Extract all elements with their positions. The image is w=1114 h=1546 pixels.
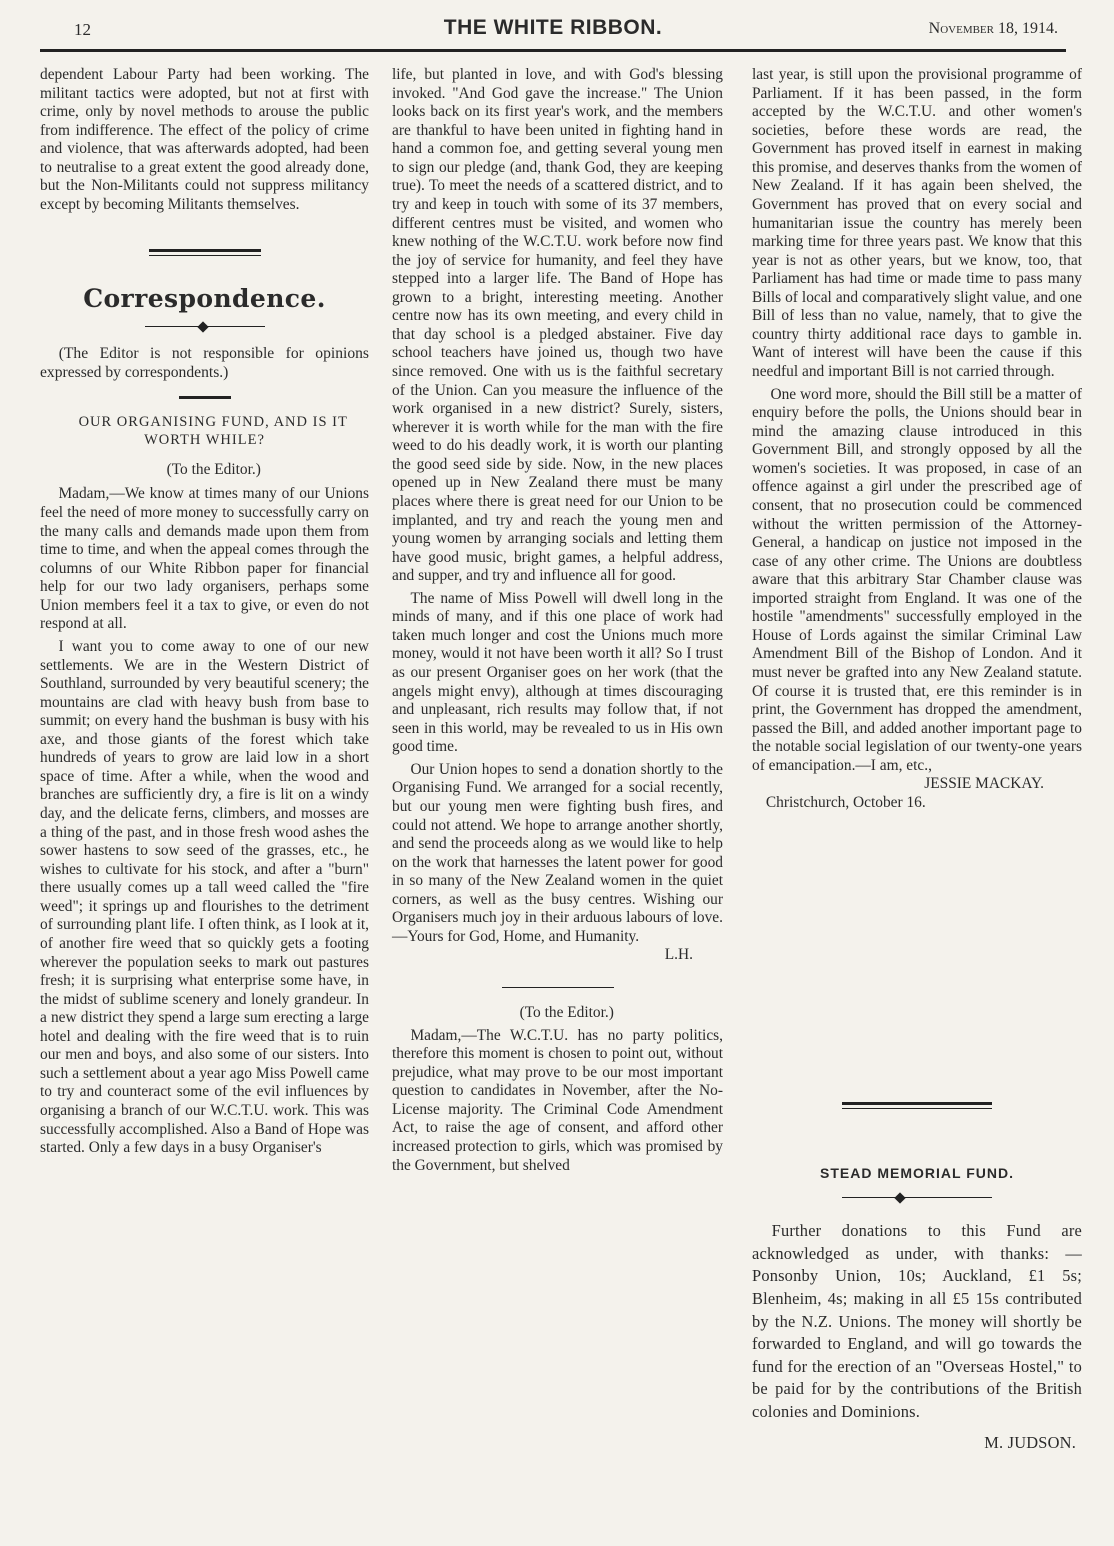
column-3 bbox=[752, 66, 1082, 813]
stead-paragraph: Further donations to this Fund are acknowledged as under, with thanks: —Ponsonby Union, 10s; Auckland, £1 5s; Blenheim, 4s; making in all £5 15s contributed by the N.Z. Unions. The money will shortly be forwarded to England, and will go towards the fund for the erection of an "Overseas Hostel," to be paid for by the contributions of the British colonies and Dominions. bbox=[752, 1221, 1082, 1422]
salutation-line: (To the Editor.) bbox=[166, 460, 261, 478]
letter-signature: L.H. bbox=[664, 946, 693, 964]
stead-divider-block bbox=[752, 1102, 1082, 1109]
letter-place-date: Christchurch, October 16. bbox=[765, 793, 926, 811]
letter-signature: JESSIE MACKAY. bbox=[924, 775, 1044, 793]
publication-title: THE WHITE RIBBON. bbox=[443, 16, 663, 39]
letter-paragraph: last year, is still upon the provisional programme of Parliament. If it has been passed, in the form accepted by the W.C.T.U. and other women's societies, before these words are read, the Government has proved itself in earnest in making this promise, and deserves thanks from the women of New Zealand. If it has again been shelved, the Government has proved that on every social and humanitarian issue the country has merely been marking time for three years past. We know that this year is not as other years, but we know, too, that Parliament has had time or made time to pass many Bills of local and comparatively slight value, and one Bill of less than no value, namely, that to give the country thirty additional race days to gamble in. Want of interest will have been the cause if this needful and important Bill is not carried through. bbox=[752, 66, 1082, 380]
stead-heading: STEAD MEMORIAL FUND. bbox=[820, 1165, 1014, 1181]
page-header bbox=[40, 14, 1066, 44]
letter-paragraph: One word more, should the Bill still be a matter of enquiry before the polls, the Unions should bear in mind the amazing clause introduced in this Government Bill, and strongly opposed by all the women's societies. It was proposed, in case of an offence against a girl under the prescribed age of consent, that no prosecution could be commenced without the written permission of the Attorney-General, a handicap on justice not imposed in the case of any other crime. The Unions are doubtless aware that this arbitrary Star Chamber clause was imported straight from England. It was one of the hostile "amendments" successfully employed in the House of Lords against the similar Criminal Law Amendment Bill of the Bishop of London. And it must never be grafted into any New Zealand statute. Of course it is trusted that, ere this reminder is in print, the Government has dropped the amendment, passed the Bill, and added another important page to the notable social legislation of our twenty-one years of emancipation.—I am, etc., bbox=[752, 385, 1082, 774]
letter-heading: OUR ORGANISING FUND, AND IS IT WORTH WHILE? bbox=[78, 413, 348, 448]
letter-paragraph: I want you to come away to one of our new settlements. We are in the Western District of Southland, surrounded by very beautiful scenery; the mountains are clad with heavy bush from base to summit; on every hand the bushman is busy with his axe, and those giants of the forest which take hundreds of years to grow are laid low in a short space of time. After a while, when the wood and branches are sufficiently dry, a fire is lit on a windy day, and the delicate ferns, climbers, and mosses are a thing of the past, and in those fresh wood ashes the sower hastens to sow seed of the grasses, etc., he wishes to cultivate for his stock, and after a "burn" there usually comes up a tall weed called the "fire weed"; it springs up and flourishes to the detriment of surrounding plant life. I often think, as I look at it, of another fire weed that so quickly gets a footing wherever the population seeks to mark out pastures fresh; it is surprising what enterprise some have, in the midst of sublime scenery and lonely grandeur. In a new district they spend a large sum erecting a large hotel and dealing with the fire weed that is to ruin our men and boys, and also some of our sisters. Into such a settlement about a year ago Miss Powell came to try and counteract some of the evil influences by organising a branch of our W.C.T.U. work. This was successfully accomplished. Also a Band of Hope was started. Only a few days in a busy Organiser's bbox=[40, 637, 369, 1157]
letter-paragraph: Madam,—We know at times many of our Unions feel the need of more money to successfully carry on the many calls and demands made upon them from time to time, and when the appeal comes through the columns of our White Ribbon paper for financial help for our two lady organisers, perhaps some Union members feel it a tax to give, or even do not respond at all. bbox=[40, 485, 369, 633]
column-2 bbox=[392, 66, 723, 1175]
letter-paragraph: The name of Miss Powell will dwell long in the minds of many, and if this one place of work had taken much longer and cost the Unions much more money, would it not have been worth it all? So I trust as our present Organiser goes on her work (that the angels might envy), although at times discouraging and unpleasant, rich results may follow that, if not seen in this world, may be revealed to us in His own good time. bbox=[392, 589, 723, 756]
ornament-divider bbox=[842, 1193, 992, 1203]
page-number: 12 bbox=[74, 20, 91, 39]
letter-paragraph: life, but planted in love, and with God's blessing invoked. "And God gave the increase." The Union looks back on its first year's work, and the members are thankful to have been united in fighting hand in hand a common foe, and getting several young men to sign our pledge (and, thank God, they are keeping true). To meet the needs of a scattered district, and to try and keep in touch with some of its 37 members, different centres must be visited, and women who knew nothing of the W.C.T.U. work before now find the joy of service for humanity, and feel they have stepped into a larger life. The Band of Hope has grown to a bright, interesting meeting. Another centre now has its own meeting, and every child in that day school is a pledged abstainer. Five day school teachers have joined us, though two have since removed. One with us is the faithful secretary of the Union. Can you measure the influence of the work organised in a new district? Surely, sisters, wherever it is worth while for the man with the fire weed to do his deadly work, it is worth our planting the good seed side by side. Now, in the new places opened up in New Zealand there must be many places where there is great need for our Union to be implanted, and try and reach the young men and young women by arranging socials and letting them have good music, bright games, a helpful address, and supper, and try and influence all for good. bbox=[392, 66, 723, 585]
section-divider bbox=[149, 249, 261, 256]
ornament-divider bbox=[145, 322, 265, 332]
stead-body bbox=[752, 1220, 1082, 1454]
continued-paragraph: dependent Labour Party had been working. The militant tactics were adopted, but not at first with crime, only by novel methods to arouse the public from indifference. The effect of the policy of crime and violence, that was afterwards adopted, had been to neutralise to a great extent the good already done, but the Non-Militants could not suppress militancy except by becoming Militants themselves. bbox=[40, 66, 369, 213]
letter-paragraph: Madam,—The W.C.T.U. has no party politics, therefore this moment is chosen to point out, without prejudice, what may prove to be our most important question to candidates in November, after the No-License majority. The Criminal Code Amendment Act, to raise the age of consent, and afford other increased protection to girls, which was promised by the Government, but shelved bbox=[392, 1026, 723, 1174]
section-divider bbox=[842, 1102, 992, 1109]
header-rule bbox=[40, 49, 1066, 52]
section-heading: Correspondence. bbox=[83, 283, 326, 313]
letter-paragraph: Our Union hopes to send a donation shortly to the Organising Fund. We arranged for a social recently, but our young men were fighting bush fires, and could not attend. We hope to arrange another shortly, and send the proceeds along as we would like to help on the work that harnesses the latent power for good in so many of the New Zealand women in the quiet corners, as well as the busy centres. Wishing our Organisers much joy in their arduous labours of love.—Yours for God, Home, and Humanity. bbox=[392, 760, 723, 945]
column-1 bbox=[40, 66, 369, 1158]
stead-ornament-block bbox=[752, 1193, 1082, 1203]
editor-note: (The Editor is not responsible for opinions expressed by correspondents.) bbox=[40, 344, 369, 381]
issue-date: November 18, 1914. bbox=[928, 20, 1058, 37]
salutation-line: (To the Editor.) bbox=[519, 1004, 614, 1021]
stead-signature: M. JUDSON. bbox=[984, 1432, 1076, 1452]
